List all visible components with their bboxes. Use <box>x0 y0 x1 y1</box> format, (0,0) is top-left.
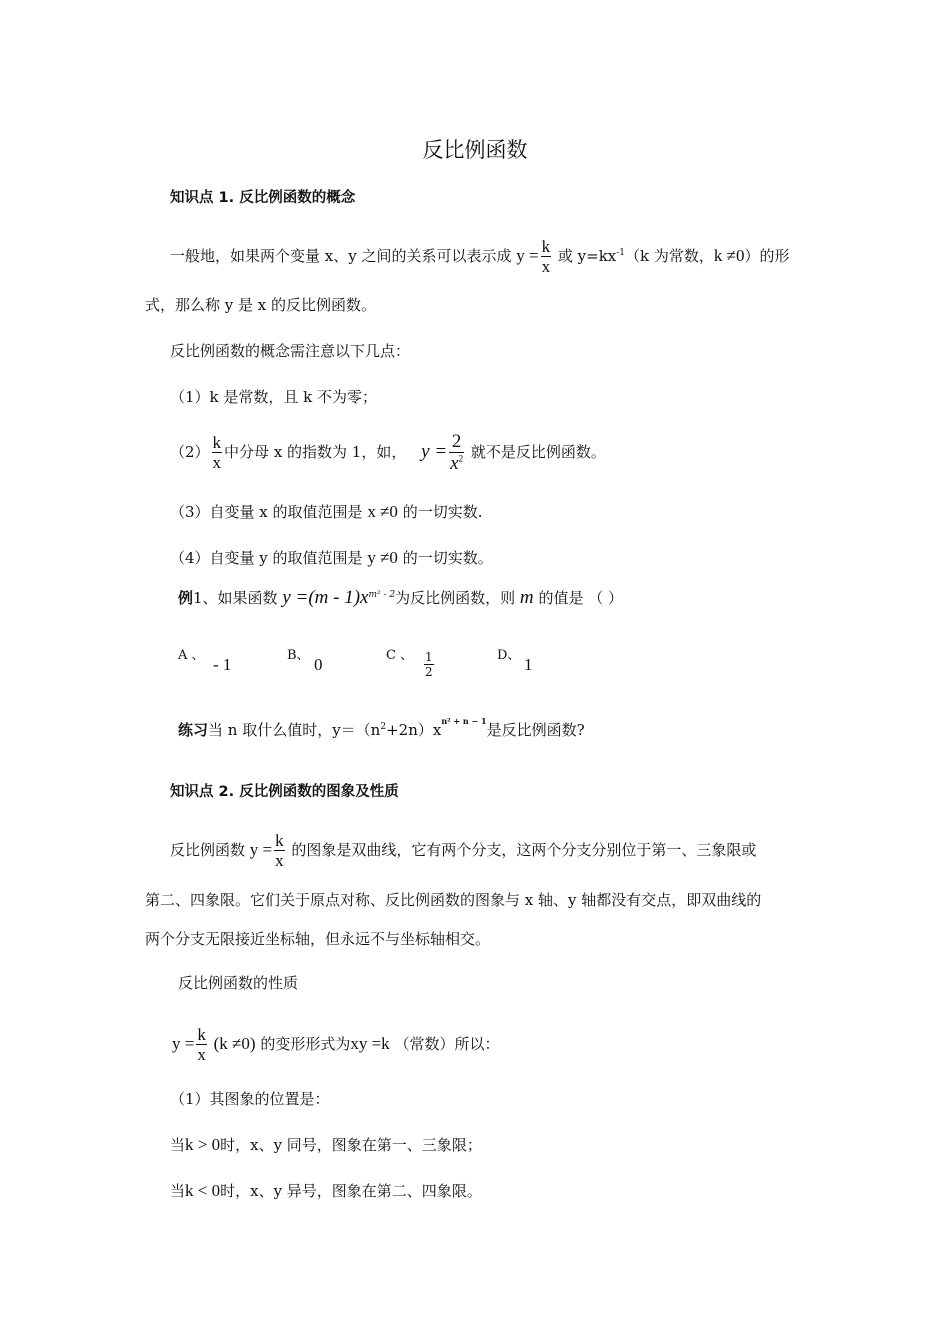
fraction-numerator: k <box>275 831 284 850</box>
s2-p1-y-eq: y = <box>249 839 273 859</box>
s2-case-negative <box>170 1182 482 1199</box>
fraction-one-half <box>424 651 434 678</box>
section1-heading: 知识点 1. 反比例函数的概念 <box>170 190 356 206</box>
fraction-k-over-x <box>212 434 223 472</box>
s2-p1-text-b: 的图象是双曲线，它有两个分支，这两个分支分别位于第一、三象限或 <box>291 840 757 859</box>
s1-paragraph-line1 <box>170 238 790 276</box>
s1-note-2-text: 中分母 x 的指数为 1，如， <box>224 442 407 461</box>
fraction-numerator: k <box>212 433 222 453</box>
s1-notes-intro: 反比例函数的概念需注意以下几点： <box>170 342 411 360</box>
denominator-base: x <box>450 452 459 474</box>
s2-p7-math: k > 0 <box>185 1135 221 1154</box>
s1-p1-exponent: -1 <box>616 247 626 258</box>
fraction-k-over-x <box>274 832 285 870</box>
example-text-b: 为反比例函数，则 <box>395 589 516 607</box>
option-a-label: A 、 <box>178 648 205 663</box>
practice-text-b: +2n）x <box>386 721 442 739</box>
s1-note-4-text-a: （4）自变量 y 的取值范围是 <box>170 549 363 567</box>
denominator-exponent: 2 <box>458 453 464 464</box>
practice-question <box>178 716 585 739</box>
option-a-value: - 1 <box>213 655 232 674</box>
fraction-numerator: k <box>197 1025 206 1044</box>
s1-note-3-math: x ≠0 <box>367 502 398 521</box>
example-label: 例 <box>178 589 194 607</box>
s2-paragraph-line2: 第二、四象限。它们关于原点对称、反比例函数的图象与 x 轴、y 轴都没有交点，即双曲线的 <box>145 891 762 909</box>
s1-note-1: （1）k 是常数，且 k 不为零； <box>170 388 378 406</box>
option-d-label: D、 <box>497 648 521 663</box>
s1-p1-text-b: 或 y=kx <box>557 246 617 265</box>
practice-exponent: n² + n − 1 <box>441 716 487 726</box>
practice-text-c: 是反比例函数? <box>486 721 585 739</box>
fraction-2-over-x2 <box>449 432 464 474</box>
example-text-c: 的值是 （ ） <box>538 589 623 607</box>
fraction-denominator: x <box>197 1044 206 1064</box>
fraction-denominator <box>449 452 464 474</box>
s1-p1-text-a: 一般地，如果两个变量 x、y 之间的关系可以表示成 <box>170 246 512 265</box>
s1-note-3-text-b: 的一切实数. <box>402 503 483 521</box>
fraction-numerator: k <box>541 237 551 256</box>
section2-heading: 知识点 2. 反比例函数的图象及性质 <box>170 784 399 800</box>
fraction-numerator: 1 <box>425 650 433 664</box>
fraction-denominator: 2 <box>425 664 433 679</box>
s2-p8-text-a: 当 <box>170 1182 186 1200</box>
fraction-k-over-x <box>196 1026 207 1064</box>
s1-note-4 <box>170 549 493 566</box>
s1-note-3 <box>170 503 482 520</box>
s2-p1-text-a: 反比例函数 <box>170 840 246 859</box>
s2-p8-text-b: 时，x、y 异号，图象在第二、四象限。 <box>220 1182 482 1200</box>
s2-paragraph-line1 <box>170 832 756 870</box>
s1-p1-text-d: ）的形 <box>744 246 790 265</box>
fraction-denominator: x <box>212 452 222 472</box>
example-function: y =(m - 1)x <box>282 587 369 608</box>
practice-square: 2 <box>380 722 387 732</box>
s2-p5-text-a: 的变形形式为 <box>260 1034 351 1053</box>
s2-paragraph-line3: 两个分支无限接近坐标轴，但永远不与坐标轴相交。 <box>145 930 491 948</box>
s2-p7-text-a: 当 <box>170 1136 186 1154</box>
s1-note-3-text-a: （3）自变量 x 的取值范围是 <box>170 503 363 521</box>
s2-p5-y-eq: y = <box>172 1033 195 1053</box>
option-d-value: 1 <box>524 655 533 674</box>
option-b-value: 0 <box>314 655 323 674</box>
example-exponent: m² - 2 <box>368 590 396 600</box>
s2-case-positive <box>170 1136 482 1153</box>
fraction-denominator: x <box>275 850 284 870</box>
s2-properties-heading: 反比例函数的性质 <box>178 974 299 992</box>
option-b-label: B、 <box>287 648 310 663</box>
example-1 <box>178 588 623 607</box>
s1-note-2-y-eq: y = <box>421 440 448 462</box>
s2-p8-math: k < 0 <box>185 1181 221 1200</box>
s2-p5-xy-eq-k: xy =k <box>350 1033 390 1053</box>
s1-note-2-suffix: 就不是反比例函数。 <box>470 442 606 461</box>
option-c-value <box>422 651 436 678</box>
s2-p5-k-ne-0: (k ≠0) <box>213 1033 256 1053</box>
s1-note-4-text-b: 的一切实数。 <box>402 549 493 567</box>
practice-label: 练习 <box>178 721 209 739</box>
practice-text-a: 当 n 取什么值时，y＝（n <box>208 721 381 739</box>
s1-paragraph-line2: 式，那么称 y 是 x 的反比例函数。 <box>145 296 377 314</box>
s2-transform-line <box>172 1026 499 1064</box>
fraction-numerator: 2 <box>451 431 462 452</box>
s2-p7-text-b: 时，x、y 同号，图象在第一、三象限； <box>220 1136 482 1154</box>
fraction-denominator: x <box>541 256 551 276</box>
fraction-k-over-x <box>541 238 552 276</box>
example-text-a: 1、如果函数 <box>193 589 278 607</box>
s1-p1-text-c: （k 为常数， <box>625 246 714 265</box>
s1-p1-y-eq: y = <box>516 245 539 265</box>
s2-p5-text-b: （常数）所以： <box>394 1034 500 1053</box>
option-c-label: C 、 <box>386 648 414 663</box>
example-variable-m: m <box>519 587 534 608</box>
page-title: 反比例函数 <box>422 138 528 162</box>
s1-note-2-prefix: （2） <box>170 442 210 461</box>
s1-note-2 <box>170 432 606 474</box>
s1-note-4-math: y ≠0 <box>367 548 398 567</box>
s2-position-heading: （1）其图象的位置是： <box>170 1090 330 1108</box>
s1-p1-k-ne-0: k ≠0 <box>713 245 745 265</box>
